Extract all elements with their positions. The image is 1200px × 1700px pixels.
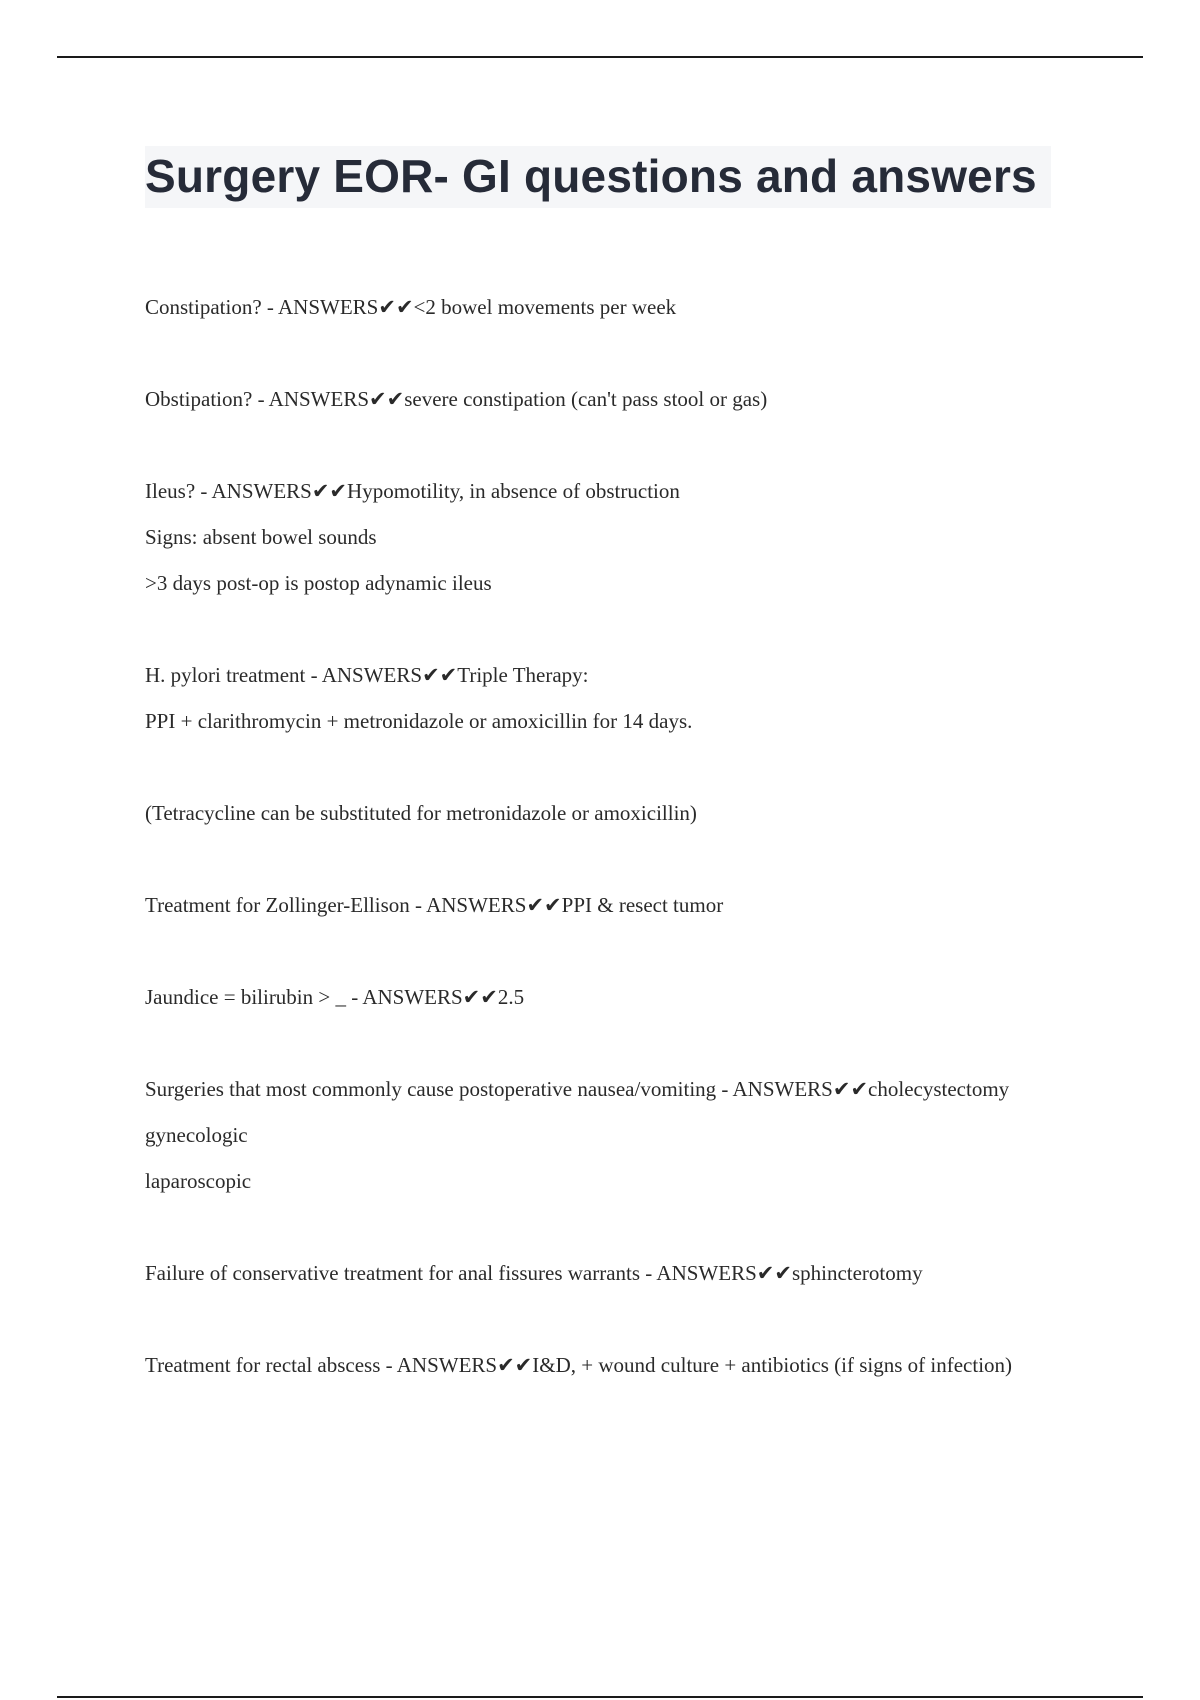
answer-marker: ANSWERS✔✔ <box>211 479 348 503</box>
answer-text: Hypomotility, in absence of obstruction <box>347 479 680 503</box>
question-text: Failure of conservative treatment for anal fissures warrants - <box>145 1261 657 1285</box>
question-text: Obstipation? - <box>145 387 269 411</box>
qa-question-line <box>145 660 1025 690</box>
answer-text: <2 bowel movements per week <box>413 295 677 319</box>
document-title: Surgery EOR- GI questions and answers <box>145 146 1051 208</box>
qa-item <box>145 660 1025 736</box>
qa-question-line <box>145 384 1025 414</box>
qa-item <box>145 476 1025 598</box>
qa-item <box>145 798 1025 828</box>
qa-item <box>145 292 1025 322</box>
qa-question-line <box>145 890 1025 920</box>
question-text: Surgeries that most commonly cause postoperative nausea/vomiting - <box>145 1077 733 1101</box>
answer-text: Triple Therapy: <box>457 663 589 687</box>
answer-line: PPI + clarithromycin + metronidazole or amoxicillin for 14 days. <box>145 709 693 733</box>
bottom-rule <box>57 1696 1143 1698</box>
answer-text: PPI & resect tumor <box>561 893 724 917</box>
answer-marker: ANSWERS✔✔ <box>278 295 414 319</box>
answer-line: (Tetracycline can be substituted for metronidazole or amoxicillin) <box>145 801 697 825</box>
qa-question-line <box>145 982 1025 1012</box>
answer-line: gynecologic <box>145 1123 248 1147</box>
qa-item <box>145 982 1025 1012</box>
qa-item <box>145 890 1025 920</box>
qa-item <box>145 1350 1025 1380</box>
answer-marker: ANSWERS✔✔ <box>426 893 562 917</box>
answer-marker: ANSWERS✔✔ <box>321 663 458 687</box>
qa-list <box>145 292 1025 1442</box>
qa-question-line <box>145 292 1025 322</box>
qa-question-line <box>145 476 1025 506</box>
answer-text: I&D, + wound culture + antibiotics (if signs of infection) <box>532 1353 1013 1377</box>
question-text: H. pylori treatment - <box>145 663 322 687</box>
answer-marker: ANSWERS✔✔ <box>268 387 405 411</box>
question-text: Treatment for rectal abscess - <box>145 1353 397 1377</box>
qa-question-line <box>145 1074 1025 1104</box>
answer-marker: ANSWERS✔✔ <box>656 1261 792 1285</box>
qa-question-line <box>145 1350 1025 1380</box>
answer-text: severe constipation (can't pass stool or gas) <box>404 387 768 411</box>
top-rule <box>57 56 1143 58</box>
qa-item <box>145 1074 1025 1196</box>
answer-text: 2.5 <box>497 985 525 1009</box>
answer-marker: ANSWERS✔✔ <box>362 985 498 1009</box>
question-text: Ileus? - <box>145 479 212 503</box>
qa-item <box>145 384 1025 414</box>
answer-line: >3 days post-op is postop adynamic ileus <box>145 571 492 595</box>
answer-line: Signs: absent bowel sounds <box>145 525 377 549</box>
question-text: Treatment for Zollinger-Ellison - <box>145 893 427 917</box>
answer-line: laparoscopic <box>145 1169 252 1193</box>
answer-text: sphincterotomy <box>791 1261 923 1285</box>
qa-question-line <box>145 1258 1025 1288</box>
question-text: Constipation? - <box>145 295 278 319</box>
answer-text: cholecystectomy <box>868 1077 1010 1101</box>
qa-item <box>145 1258 1025 1288</box>
answer-marker: ANSWERS✔✔ <box>396 1353 533 1377</box>
question-text: Jaundice = bilirubin > _ - <box>145 985 363 1009</box>
answer-marker: ANSWERS✔✔ <box>732 1077 869 1101</box>
